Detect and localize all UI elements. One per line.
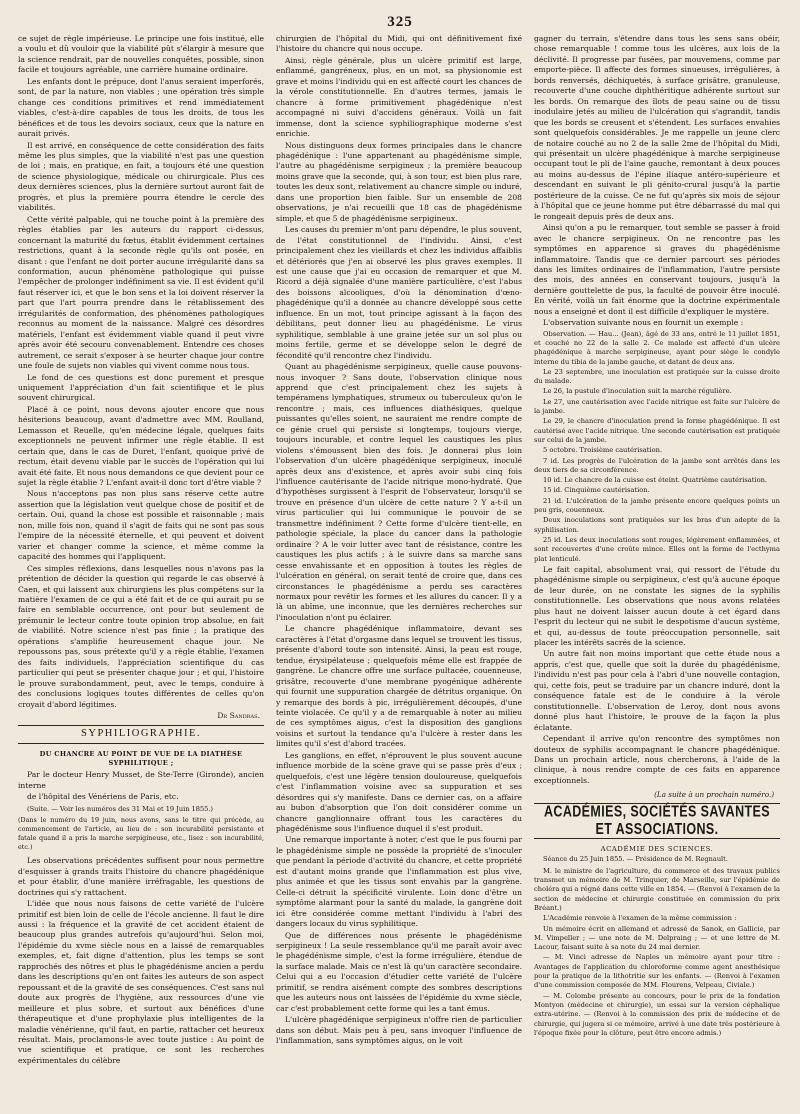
signature: Dr Sandras. bbox=[217, 711, 260, 720]
academy-paragraph: — M. Vinci adresse de Naples un mémoire ayant pour titre : Avantages de l'application du chloroforme comme agent anesthésique pour la pratique de la lithotritie sur les enfants. — (Renvoi à l'examen d'une commission composée de MM. Flourens, Velpeau, Civiale.) bbox=[534, 953, 780, 990]
observation-entry: 10 id. Le chancre de la cuisse est éteint. Quatrième cautérisation. bbox=[543, 476, 768, 485]
article-author: Par le docteur Henry Musset, de Ste-Terre (Gironde), ancien interne bbox=[18, 770, 264, 790]
session-line: Séance du 25 Juin 1855. — Présidence de M. Regnault. bbox=[543, 855, 728, 864]
observation-entry: Le 26, la pustule d'inoculation suit la marche régulière. bbox=[543, 387, 732, 396]
paragraph: Il est arrivé, en conséquence de cette considération des faits même les plus simples, que la viabilité n'est pas une question de loi ; mais, en pratique, en fait, a toujours été une question de science physiologique, médicale ou chirurgicale. Plus ces deux dernières sciences, plus la dernière surtout auront fait de progrès, et plus la première pourra étendre le cercle des viabilités. bbox=[18, 140, 264, 213]
paragraph: gagner du terrain, s'étendre dans tous les sens sans obéir, chose remarquable ! comme tous les ulcères, aux lois de la déclivité. Il progresse par fusées, par mouvemens, comme par emporte-pièce. Il affecte des formes sinueuses, irrégulières, à bords renversés, déchiquetés, à surface grisâtre, granuleuse, recouverte d'une couche diphthéritique adhérente surtout sur les bords. On remarque des îlots de peau saine ou de tissu inodulaire jetés au milieu de l'ulcération qui s'agrandit, tandis que les bords se creusent et s'étendent. Les surfaces envahies sont quelquefois considérables. Je me rappelle un jeune clerc de notaire couché au no 2 de la salle 2me de l'hôpital du Midi, qui présentait un ulcère phagédénique à marche serpigineuse occupant tout le pli de l'aine gauche, remontant à deux pouces au moins au-dessus de l'épine iliaque antéro-supérieure et descendant en suivant le pli génito-crural jusqu'à la partie postérieure de la cuisse. Ce ne fut qu'après six mois de séjour à l'hôpital que ce jeune homme put être débarrassé du mal qui le rongeait depuis près de deux ans. bbox=[534, 34, 780, 221]
paragraph: L'ulcère phagédénique serpigineux n'offre rien de particulier dans son début. Mais peu à peu, sans invoquer l'influence de l'inflammation, sans symptômes aigus, on le voit bbox=[276, 1015, 522, 1046]
column-3 bbox=[534, 34, 780, 1110]
paragraph: Le fond de ces questions est donc purement et presque uniquement l'appréciation d'un fait scientifique et le plus souvent chirurgical. bbox=[18, 372, 264, 403]
article-author-affiliation: de l'hôpital des Vénériens de Paris, etc. bbox=[27, 792, 179, 802]
column-1 bbox=[18, 34, 264, 1110]
paragraph: L'observation suivante nous en fournit un exemple : bbox=[543, 318, 744, 328]
section-title-academies: ACADÉMIES, SOCIÉTÉS SAVANTES ET ASSOCIATIONS. bbox=[543, 802, 771, 838]
observation-entry: 25 id. Les deux inoculations sont rouges, légèrement enflammées, et sont recouvertes d'une croûte mince. Elles ont la forme de l'ecthyma plat lenticulé. bbox=[534, 535, 780, 563]
paragraph: chirurgien de l'hôpital du Midi, qui ont définitivement fixé l'histoire du chancre qui nous occupe. bbox=[276, 34, 522, 54]
paragraph: Que de différences nous présente le phagédénisme serpigineux ! La seule ressemblance qu'il me paraît avoir avec le phagédénisme simple, c'est la forme irrégulière, étendue de la surface malade. Mais ce n'est là qu'un caractère secondaire. Celui qui a eu l'occasion d'étudier cette variété de l'ulcère primitif, se rendra aisément compte des sombres descriptions que les auteurs nous ont laissées de l'épidémie du xvme siècle, car c'est probablement cette forme qui les a tant émus. bbox=[276, 930, 522, 1013]
academy-subhead: ACADÉMIE DES SCIENCES. bbox=[600, 845, 714, 854]
observation-entry: 21 id. L'ulcération de la jambe présente encore quelques points un peu gris, couenneux. bbox=[534, 496, 780, 515]
academy-paragraph: M. le ministre de l'agriculture, du commerce et des travaux publics transmet un mémoire de M. Trinquier, de Marseille, sur l'épidémie de choléra qui a régné dans cette ville en 1854. — (Renvoi à l'examen de la section de médecine et chirurgie constituée en commission du prix Bréant.) bbox=[534, 866, 780, 912]
column-2 bbox=[276, 34, 522, 1110]
paragraph: Quant au phagédénisme serpigineux, quelle cause pouvons-nous invoquer ? Sans doute, l'observation clinique nous apprend que c'est principalement chez les sujets à tempéramens lymphatiques, strumeux ou tuberculeux qu'on le rencontre ; mais, ces influences diathésiques, quelque puissantes qu'elles soient, ne sauraient me rendre compte de ce génie cruel qui persiste si longtemps, toujours vierge, toujours incurable, et contre lequel les caustiques les plus violens s'émoussent bien des fois. Je donnerai plus loin l'observation d'un ulcère phagédénique serpigineux, inoculé après deux ans d'existence, et après avoir subi cinq fois l'influence cautérisante de l'acide nitrique mono-hydraté. Que d'hypothèses surgissent à l'esprit de l'observateur, lorsqu'il se trouve en présence d'un ulcère de cette nature ? Y a-t-il un virus particulier qui lui communique le pouvoir de se transmettre indéfiniment ? Cette forme d'ulcère tient-elle, en pathologie spéciale, la place du cancer dans la pathologie ordinaire ? A le voir lutter avec tant de résistance, contre les caustiques les plus actifs ; à le suivre dans sa marche sans cesse envahissante et en opposition à toutes les règles de l'ulcération en général, on serait tenté de croire que, dans ces circonstances le phagédénisme a perdu ses caractères normaux pour revêtir les formes et les allures du cancer. Il y a là un abîme, une inconnue, que les dernières recherches sur l'inoculation n'ont pu éclairer. bbox=[276, 362, 522, 622]
paragraph: Ainsi qu'on a pu le remarquer, tout semble se passer à froid avec le chancre serpigineux. On ne rencontre pas les symptômes en apparence si graves du phagédénisme inflammatoire. Tandis que ce dernier parcourt ses périodes dans les limites ordinaires de l'inflammation, l'autre persiste des mois, des années en conservant toujours, jusqu'à la dernière gouttelette de pus, la faculté de pouvoir être inoculé. En vérité, voilà un fait énorme que la doctrine expérimentale nous a enseigné et dont il est difficile d'expliquer le mystère. bbox=[534, 223, 780, 316]
observation-entry: Le 23 septembre, une inoculation est pratiquée sur la cuisse droite du malade. bbox=[534, 367, 780, 386]
paragraph: Le fait capital, absolument vrai, qui ressort de l'étude du phagédénisme simple ou serpigineux, c'est qu'à aucune époque de leur durée, on ne constate les signes de la syphilis constitutionnelle. Les observations que nous avons relatées plus haut ne doivent laisser aucun doute à cet égard dans l'esprit du lecteur qui ne subit le despotisme d'aucun système, et qui, au-dessus de toute préoccupation personnelle, sait placer les intérêts sacrés de la science. bbox=[534, 564, 780, 647]
observation-entry: Observation. — Hau... (Jean), âgé de 33 ans, entré le 11 juillet 1851, et couché no 22 de la salle 2. Ce malade est affecté d'un ulcère phagédénique à marche serpigineuse, ayant pour siège le condyle interne du tibia de la jambe gauche, et datant de deux ans. bbox=[534, 329, 780, 366]
page-number: 325 bbox=[387, 14, 413, 30]
paragraph: Nous distinguons deux formes principales dans le chancre phagédénique : l'une appartenant au phagédénisme simple, l'autre au phagédénisme serpigineux ; la première beaucoup moins grave que la seconde, qui, à son tour, est bien plus rare, toutes les deux sont, relativement au chancre simple ou induré, dans une proportion bien faible. Sur un ensemble de 208 observations, je n'ai recueilli que 18 cas de phagédénisme simple, et que 5 de phagédénisme serpigineux. bbox=[276, 140, 522, 223]
observation-entry: Le 29, le chancre d'inoculation prend la forme phagédénique. Il est cautérisé avec l'acide nitrique. Une seconde cautérisation est pratiquée sur celui de la jambe. bbox=[534, 417, 780, 444]
paragraph: Les ganglions, en effet, n'éprouvent le plus souvent aucune influence morbide de la scène grave qui se passe près d'eux ; quelquefois, c'est une légère tension douloureuse, quelquefois c'est l'inflammation voisine avec sa suppuration et ses désordres qui s'y manifeste. Dans ce dernier cas, on a affaire au bubon d'absorption que l'on doit considérer comme un chancre ganglionnaire offrant tous les caractères du phagédénisme sous l'influence duquel il s'est produit. bbox=[276, 750, 522, 833]
paragraph: Ces simples réflexions, dans lesquelles nous n'avons pas la prétention de décider la question qui regarde le cas observé à Caen, et qui laissent aux chirurgiens les plus compétens sur la matière l'examen de ce qui a été fait et de ce qui aurait pu se faire en semblable occurrence, ont pour but seulement de prémunir le lecteur contre toute opinion trop absolue, en fait de viabilité. Notre science n'est pas finie ; la pratique des opérations s'amplifie heureusement chaque jour. Ne repoussons pas, sous prétexte qu'il y a règle établie, l'examen des faits individuels, l'appréciation scientifique du cas particulier qui peut se présenter chaque jour ; et qui, l'histoire le prouve surabondamment, peut, avec le temps, conduire à des conclusions logiques toutes différentes de celles qu'on croyait d'abord légitimes. bbox=[18, 563, 264, 709]
academy-paragraph: Un mémoire écrit en allemand et adressé de Sanok, en Gallicie, par M. Vimpeller ; — une note de M. Delpraing ; — et une lettre de M. Lacour, faisant suite à sa note du 24 mai dernier. bbox=[534, 924, 780, 952]
erratum-note: (Dans le numéro du 19 juin, nous avons, sans le titre qui précède, au commencement de l'article, au lieu de : son incurabilité persistante et fatale quand il a pris la marche serpigineuse, etc., lisez : son incurabilité, etc.) bbox=[18, 816, 264, 852]
paragraph: Nous n'acceptons pas non plus sans réserve cette autre assertion que la législation veut quelque chose de positif et de certain. Oui, quand la chose est possible et raisonnable ; mais non, mille fois non, quand il s'agit de faits qui ne sont pas sous l'empire de la nécessité éternelle, et qui peuvent et doivent varier et changer comme la science, et même comme la capacité des hommes qui l'appliquent. bbox=[18, 489, 264, 562]
academy-block bbox=[534, 867, 780, 1038]
paragraph: ce sujet de règle impérieuse. Le principe une fois institué, elle a voulu et dû vouloir que la viabilité pût s'élargir à mesure que la science rendrait, par de nouvelles conquêtes, possible, sinon facile et toujours agréable, une carrière humaine ordinaire. bbox=[18, 34, 264, 75]
observation-entry: 15 id. Cinquième cautérisation. bbox=[543, 486, 650, 495]
paragraph: Ainsi, règle générale, plus un ulcère primitif est large, enflammé, gangréneux, plus, en un mot, sa physionomie est grave et moins l'individu qui en est affecté court les chances de la vérole constitutionnelle. En d'autres termes, jamais le chancre à forme primitivement phagédénique n'est accompagné ni suivi d'accidens généraux. Voilà un fait immense, dont la science syphiliographique moderne s'est enrichie. bbox=[276, 55, 522, 139]
divider bbox=[18, 743, 264, 744]
observation-entry: 5 octobre. Troisième cautérisation. bbox=[543, 446, 663, 455]
paragraph: Placé à ce point, nous devons ajouter encore que nous hésiterions beaucoup, avant d'admettre avec MM. Roulland, Lemasson et Reuelle, qu'en médecine légale, quelques faits exceptionnels ne peuvent infirmer une règle établie. Il est certain que, dans le cas de Duret, l'enfant, quoique privé de rectum, était devenu viable par le succès de l'opération qui lui avait été faite. Et nous nous demandons ce que devient pour ce sujet la règle établie ? L'enfant avait-il donc tort d'être viable ? bbox=[18, 404, 264, 488]
divider bbox=[18, 725, 264, 726]
paragraph: Les causes du premier m'ont paru dépendre, le plus souvent, de l'état constitutionnel de l'individu. Ainsi, c'est principalement chez les vieillards et chez les individus affaiblis et détériorés que j'en ai observé les plus graves exemples. Il est une cause que j'ai eu occasion de remarquer et que M. Ricord a déjà signalée d'une manière particulière, c'est l'abus des boissons alcooliques, d'où la dénomination d'œno-phagédénique qu'il a donnée au chancre développé sous cette influence. En un mot, tout principe agissant à la façon des débilitans, peut donner lieu au phagédénisme. Le virus syphilitique, semblable à une graine jetée sur un sol plus ou moins fertile, germe et se développe selon le degré de fécondité qu'il rencontre chez l'individu. bbox=[276, 225, 522, 360]
paragraph: Les enfants dont le prépuce, dont l'anus seraient imperforés, sont, de par la nature, non viables ; une opération très simple change ces conditions primitives et rend immédiatement viables, c'est-à-dire capables de tous les droits, de tous les bénéfices et de tous les devoirs sociaux, ceux que la nature en aurait privés. bbox=[18, 76, 264, 139]
paragraph: Une remarque importante à noter, c'est que le pus fourni par le phagédénisme simple ne possède la propriété de s'inoculer que pendant la période d'activité du chancre, et cette propriété est d'autant moins grande que l'inflammation est plus vive, plus animée et que les tissus sont envahis par la gangrène. Celle-ci détruit la spécificité virulente. Loin donc d'être un symptôme alarmant pour la santé du malade, la gangrène doit ici être considérée comme mettant l'individu à l'abri des dangers locaux du virus syphilitique. bbox=[276, 835, 522, 929]
continued-note: (La suite à un prochain numéro.) bbox=[654, 790, 774, 800]
observation-block bbox=[534, 330, 780, 564]
observation-entry: Le 27, une cautérisation avec l'acide nitrique est faite sur l'ulcère de la jambe. bbox=[534, 397, 780, 416]
observation-entry: 7 id. Les progrès de l'ulcération de la jambe sont arrêtés dans les deux tiers de sa circonférence. bbox=[534, 456, 780, 474]
observation-entry: Deux inoculations sont pratiquées sur les bras d'un adepte de la syphilisation. bbox=[534, 516, 780, 534]
article-title: DU CHANCRE AU POINT DE VUE DE LA DIATHÈSE SYPHILITIQUE ; bbox=[39, 750, 243, 768]
academy-paragraph: L'Académie renvoie à l'examen de la même commission : bbox=[543, 914, 737, 923]
columns bbox=[18, 34, 782, 1110]
academy-paragraph: — M. Colombe présente au concours, pour le prix de la fondation Montyon (médecine et chirurgie), un essai sur la version céphalique extra-utérine. — (Renvoi à la commission des prix de médecine et de chirurgie, qui jugera si ce mémoire, arrivé à une date très postérieure à l'époque fixée pour la clôture, peut être encore admis.) bbox=[534, 991, 780, 1037]
paragraph: Les observations précédentes suffisent pour nous permettre d'esquisser à grands traits l'histoire du chancre phagédénique et pour établir, d'une manière irréfragable, les questions de doctrines qui s'y rattachent. bbox=[18, 856, 264, 897]
paragraph: L'idée que nous nous faisons de cette variété de l'ulcère primitif est bien loin de celle de l'école ancienne. Il faut le dire aussi : la fréquence et la gravité de cet accident étaient de beaucoup plus grandes autrefois qu'aujourd'hui. Selon moi, l'épidémie du xvme siècle nous en a laissé de remarquables exemples, et, fait digne d'attention, plus les temps se sont rapprochés des nôtres et plus le phagédénisme ancien a perdu dans les descriptions qu'en ont faites les auteurs de son aspect repoussant et de la gravité de ses conséquences. C'est sans nul doute aux progrès de l'hygiène, aux ressources d'une vie meilleure et plus sobre, et surtout aux bénéfices d'une thérapeutique et d'une prophylaxie plus intelligentes de la maladie vénérienne, qu'il faut, en partie, rattacher cet heureux résultat. Mais, proclamons-le avec toute justice : Au point de vue scientifique et pratique, ce sont les recherches expérimentales du célèbre bbox=[18, 899, 264, 1065]
paragraph: Un autre fait non moins important que cette étude nous a appris, c'est que, quelle que soit la durée du phagédénisme, l'individu n'est pas pour cela à l'abri d'une nouvelle contagion, qui, cette fois, peut se traduire par un chancre induré, dont la conséquence fatale est de le conduire à la vérole constitutionnelle. L'observation de Leroy, dont nous avons donné plus haut l'histoire, le prouve de la façon la plus éclatante. bbox=[534, 649, 780, 732]
section-title-syphiliographie: SYPHILIOGRAPHIE. bbox=[81, 728, 201, 740]
paragraph: Cette vérité palpable, qui ne touche point à la première des règles établies par les auteurs du rapport ci-dessus, concernant la maturité du fœtus, établit évidemment certaines restrictions, quant à la seconde règle qu'ils ont posée, en disant : que l'enfant ne doit porter aucune irrégularité dans sa conformation, aucun phénomène pathologique qui puisse l'empêcher de prolonger indéfiniment sa vie. Il est évident qu'il faut réserver ici, et que le bon sens et la loi doivent réserver la part que l'art pourra prendre dans le rétablissement des irrégularités de conformation, des phénomènes pathologiques reconnus au moment de la naissance. Malgré ces désordres matériels, l'enfant est évidemment viable quand il peut vivre après avoir été secouru convenablement. Entendre ces choses autrement, ce serait s'exposer à se heurter chaque jour contre une foule de sujets non viables qui vivent comme nous tous. bbox=[18, 214, 264, 371]
article-suite: (Suite. — Voir les numéros des 31 Mai et 19 Juin 1855.) bbox=[27, 804, 214, 813]
paragraph: Le chancre phagédénique inflammatoire, devant ses caractères à l'état d'orgasme dans lequel se trouvent les tissus, présente d'abord toute son intensité. Ainsi, la peau est rouge, tendue, érysipélateuse ; quelquefois même elle est frappée de gangrène. Le chancre offre une surface pultacée, couenneuse, grisâtre, recouverte d'une membrane pyogénique adhérente qui fournit une suppuration chargée de détritus organique. On y remarque des bords à pic, irrégulièrement découpés, d'une teinte violacée. Ce qu'il y a de remarquable à noter au milieu de ces symptômes aigus, c'est la disposition des ganglions voisins et surtout la tendance qu'a l'ulcère à rester dans les limites qu'il s'est d'abord tracées. bbox=[276, 624, 522, 749]
divider bbox=[534, 838, 780, 839]
paragraph: Cependant il arrive qu'on rencontre des symptômes non douteux de syphilis accompagnant le chancre phagédénique. Dans un prochain article, nous chercherons, à l'aide de la clinique, à nous rendre compte de ces faits en apparence exceptionnels. bbox=[534, 734, 780, 785]
